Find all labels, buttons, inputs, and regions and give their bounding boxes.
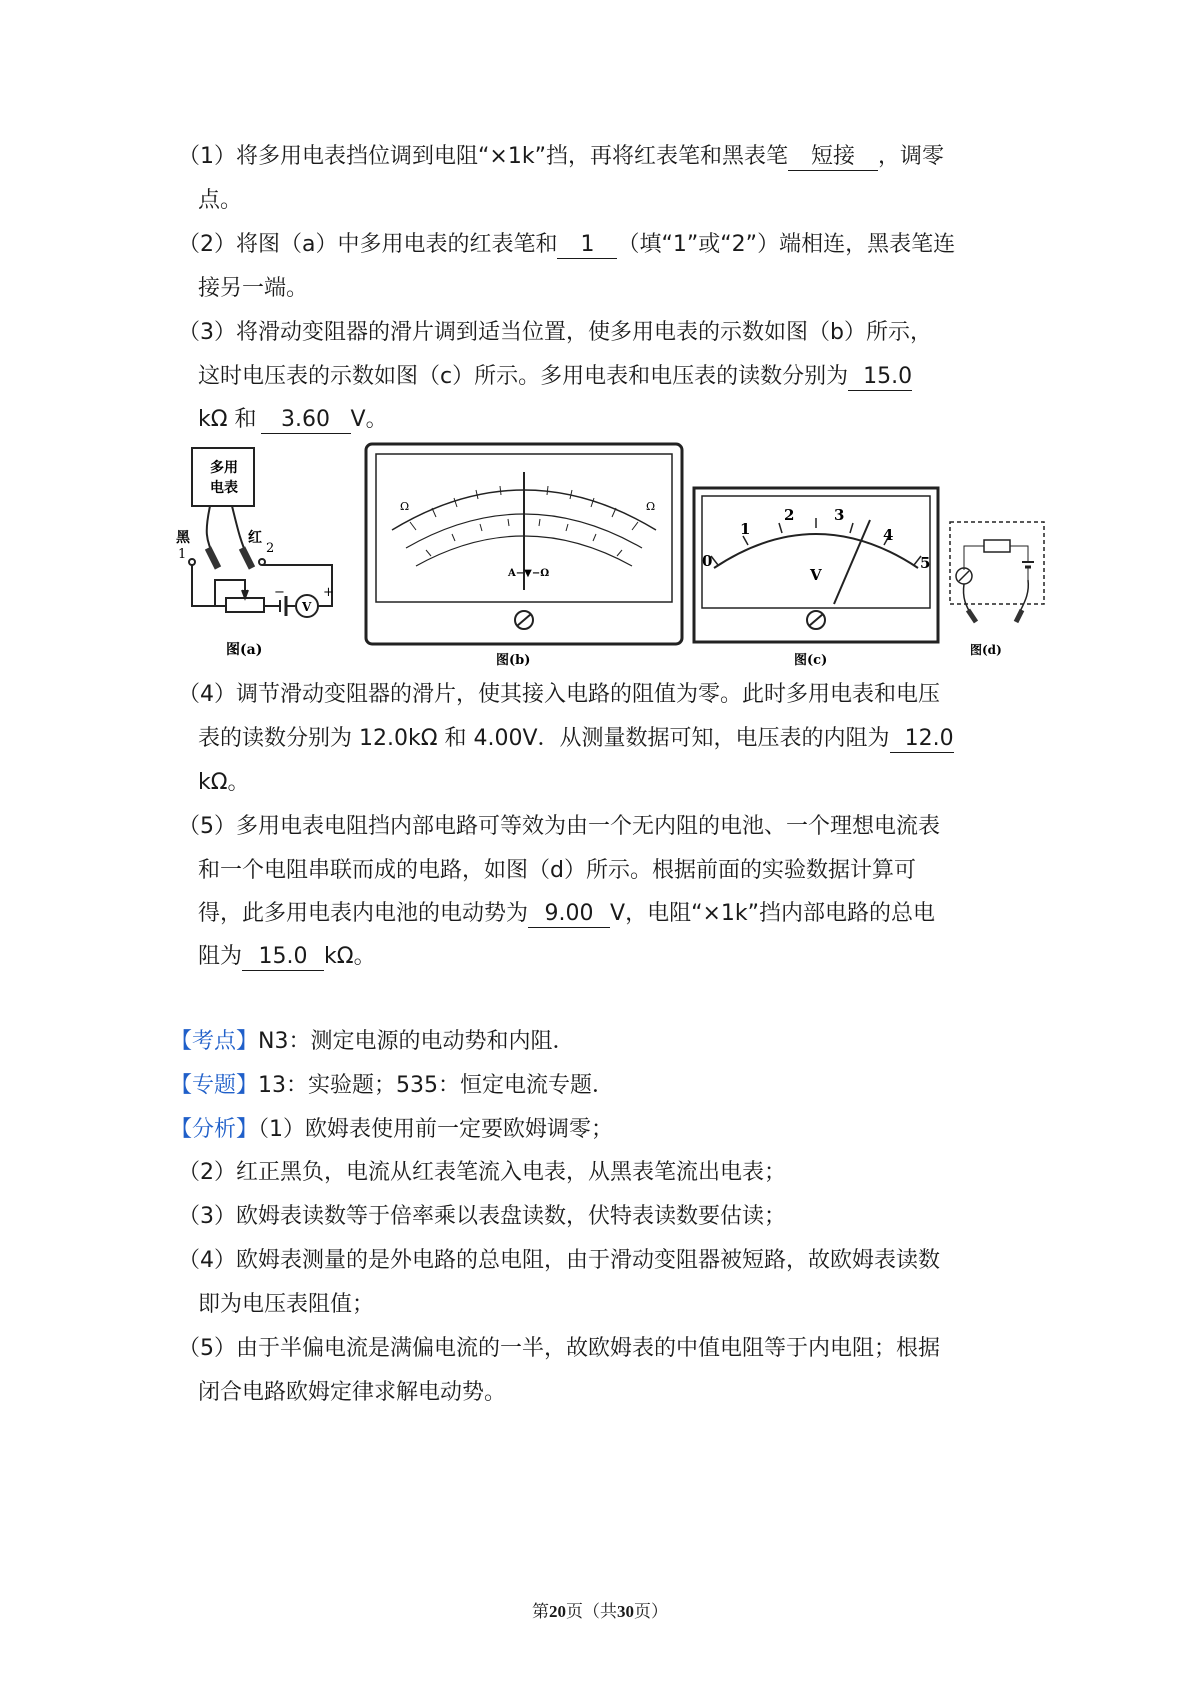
figure-b [366, 444, 682, 644]
q4-line1: （4）调节滑动变阻器的滑片，使其接入电路的阻值为零。此时多用电表和电压 [178, 682, 940, 707]
footer-total-pages: 30 [617, 1602, 634, 1621]
q1-line2: 点。 [198, 188, 243, 213]
fig-a-terminal-1: 1 [178, 547, 187, 562]
multimeter-box [192, 448, 254, 506]
analysis-point-4: （4）欧姆表测量的是外电路的总电阻，由于滑动变阻器被短路，故欧姆表读数 [178, 1248, 940, 1273]
analysis-point-4-cont: 即为电压表阻值； [198, 1292, 375, 1317]
q3-line1: （3）将滑动变阻器的滑片调到适当位置，使多用电表的示数如图（b）所示， [178, 320, 932, 345]
fig-d-caption: 图(d) [970, 643, 1002, 657]
analysis-point-3: （3）欧姆表读数等于倍率乘以表盘读数，伏特表读数要估读； [178, 1204, 786, 1229]
q2-line1 [178, 230, 955, 260]
fig-a-terminal-2: 2 [266, 541, 275, 556]
figures [170, 440, 1090, 670]
q3-line2 [198, 362, 912, 392]
q3-line3 [198, 405, 388, 435]
kaodian-text: N3：测定电源的电动势和内阻． [258, 1029, 575, 1054]
fig-a-caption: 图(a) [226, 642, 263, 658]
analysis-point-5-cont: 闭合电路欧姆定律求解电动势。 [198, 1380, 507, 1405]
q5-text-end: kΩ。 [324, 944, 376, 969]
fig-c-unit: V [810, 566, 822, 584]
fig-a-box-label-2: 电表 [210, 480, 238, 496]
fig-b-caption: 图(b) [496, 653, 531, 668]
q2-answer-blank: 1 [557, 232, 617, 259]
fig-c-tick-3: 3 [834, 506, 845, 524]
fig-c-tick-1: 1 [740, 520, 751, 538]
q5-line4 [198, 942, 376, 972]
q5-line3 [198, 899, 935, 929]
fig-a-plus: + [323, 585, 334, 600]
q4-text: 表的读数分别为 12.0kΩ 和 4.00V．从测量数据可知，电压表的内阻为 [198, 726, 890, 751]
q5-answer-blank-emf: 9.00 [528, 901, 610, 928]
q3-answer-blank-volt: 3.60 [261, 407, 351, 434]
fig-a-box-label-1: 多用 [210, 460, 238, 476]
q5-answer-blank-resistance: 15.0 [242, 944, 324, 971]
q5-text-mid: V，电阻“×1k”挡内部电路的总电 [610, 901, 936, 926]
fig-a-black-label: 黑 [176, 530, 190, 546]
fig-c-tick-2: 2 [784, 506, 795, 524]
footer-prefix: 第 [532, 1602, 549, 1622]
q1-text: （1）将多用电表挡位调到电阻“×1k”挡，再将红表笔和黑表笔 [178, 144, 788, 169]
q4-line2 [198, 724, 954, 754]
q3-text-unit: kΩ 和 [198, 407, 257, 432]
analysis-point-2: （2）红正黑负，电流从红表笔流入电表，从黑表笔流出电表； [178, 1160, 786, 1185]
q1-line1 [178, 142, 944, 172]
zhuanti-line [170, 1071, 614, 1101]
q5-line2: 和一个电阻串联而成的电路，如图（d）所示。根据前面的实验数据计算可 [198, 858, 916, 883]
fig-a-voltmeter-label: V [302, 600, 312, 614]
q5-text-start: 阻为 [198, 944, 243, 969]
q3-answer-blank-ohm: 15.0 [848, 364, 912, 391]
q4-line3: kΩ。 [198, 770, 250, 795]
q4-answer-blank: 12.0 [890, 726, 954, 753]
q3-text-end: V。 [350, 407, 388, 432]
fig-c-tick-4: 4 [883, 526, 894, 544]
q2-line2: 接另一端。 [198, 276, 309, 301]
q5-text: 得，此多用电表内电池的电动势为 [198, 901, 529, 926]
kaodian-line [170, 1027, 574, 1057]
figure-d [950, 522, 1044, 622]
fenxi-line [170, 1115, 613, 1145]
needle-c [834, 520, 870, 604]
kaodian-tag: 【考点】 [170, 1029, 259, 1054]
analysis-point-5: （5）由于半偏电流是满偏电流的一半，故欧姆表的中值电阻等于内电阻；根据 [178, 1336, 940, 1361]
footer-page-number: 20 [549, 1602, 566, 1621]
footer-middle: 页（共 [566, 1602, 617, 1622]
fenxi-tag: 【分析】 [170, 1117, 259, 1142]
fig-b-ohm-symbol: Ω [400, 500, 410, 513]
fig-c-caption: 图(c) [794, 653, 828, 668]
fenxi-text: （1）欧姆表使用前一定要欧姆调零； [258, 1117, 614, 1142]
fig-b-ohm-symbol-right: Ω [646, 500, 656, 513]
q1-text-end: ，调零 [877, 144, 944, 169]
figure-c [694, 488, 938, 642]
q3-text: 这时电压表的示数如图（c）所示。多用电表和电压表的读数分别为 [198, 364, 849, 389]
fig-b-center-mark: A−▼−Ω [508, 568, 550, 579]
zhuanti-text: 13：实验题；535：恒定电流专题． [258, 1073, 615, 1098]
q5-line1: （5）多用电表电阻挡内部电路可等效为由一个无内阻的电池、一个理想电流表 [178, 814, 940, 839]
page-footer [0, 1597, 1200, 1622]
fig-a-red-label: 红 [248, 530, 262, 546]
fig-c-tick-5: 5 [920, 554, 931, 572]
q2-text: （2）将图（a）中多用电表的红表笔和 [178, 232, 558, 257]
fig-a-minus: − [274, 585, 285, 600]
fig-c-tick-0: 0 [702, 552, 713, 570]
q1-answer-blank: 短接 [788, 144, 878, 171]
footer-suffix: 页） [634, 1602, 668, 1622]
q2-text-end: （填“1”或“2”）端相连，黑表笔连 [617, 232, 956, 257]
zhuanti-tag: 【专题】 [170, 1073, 259, 1098]
